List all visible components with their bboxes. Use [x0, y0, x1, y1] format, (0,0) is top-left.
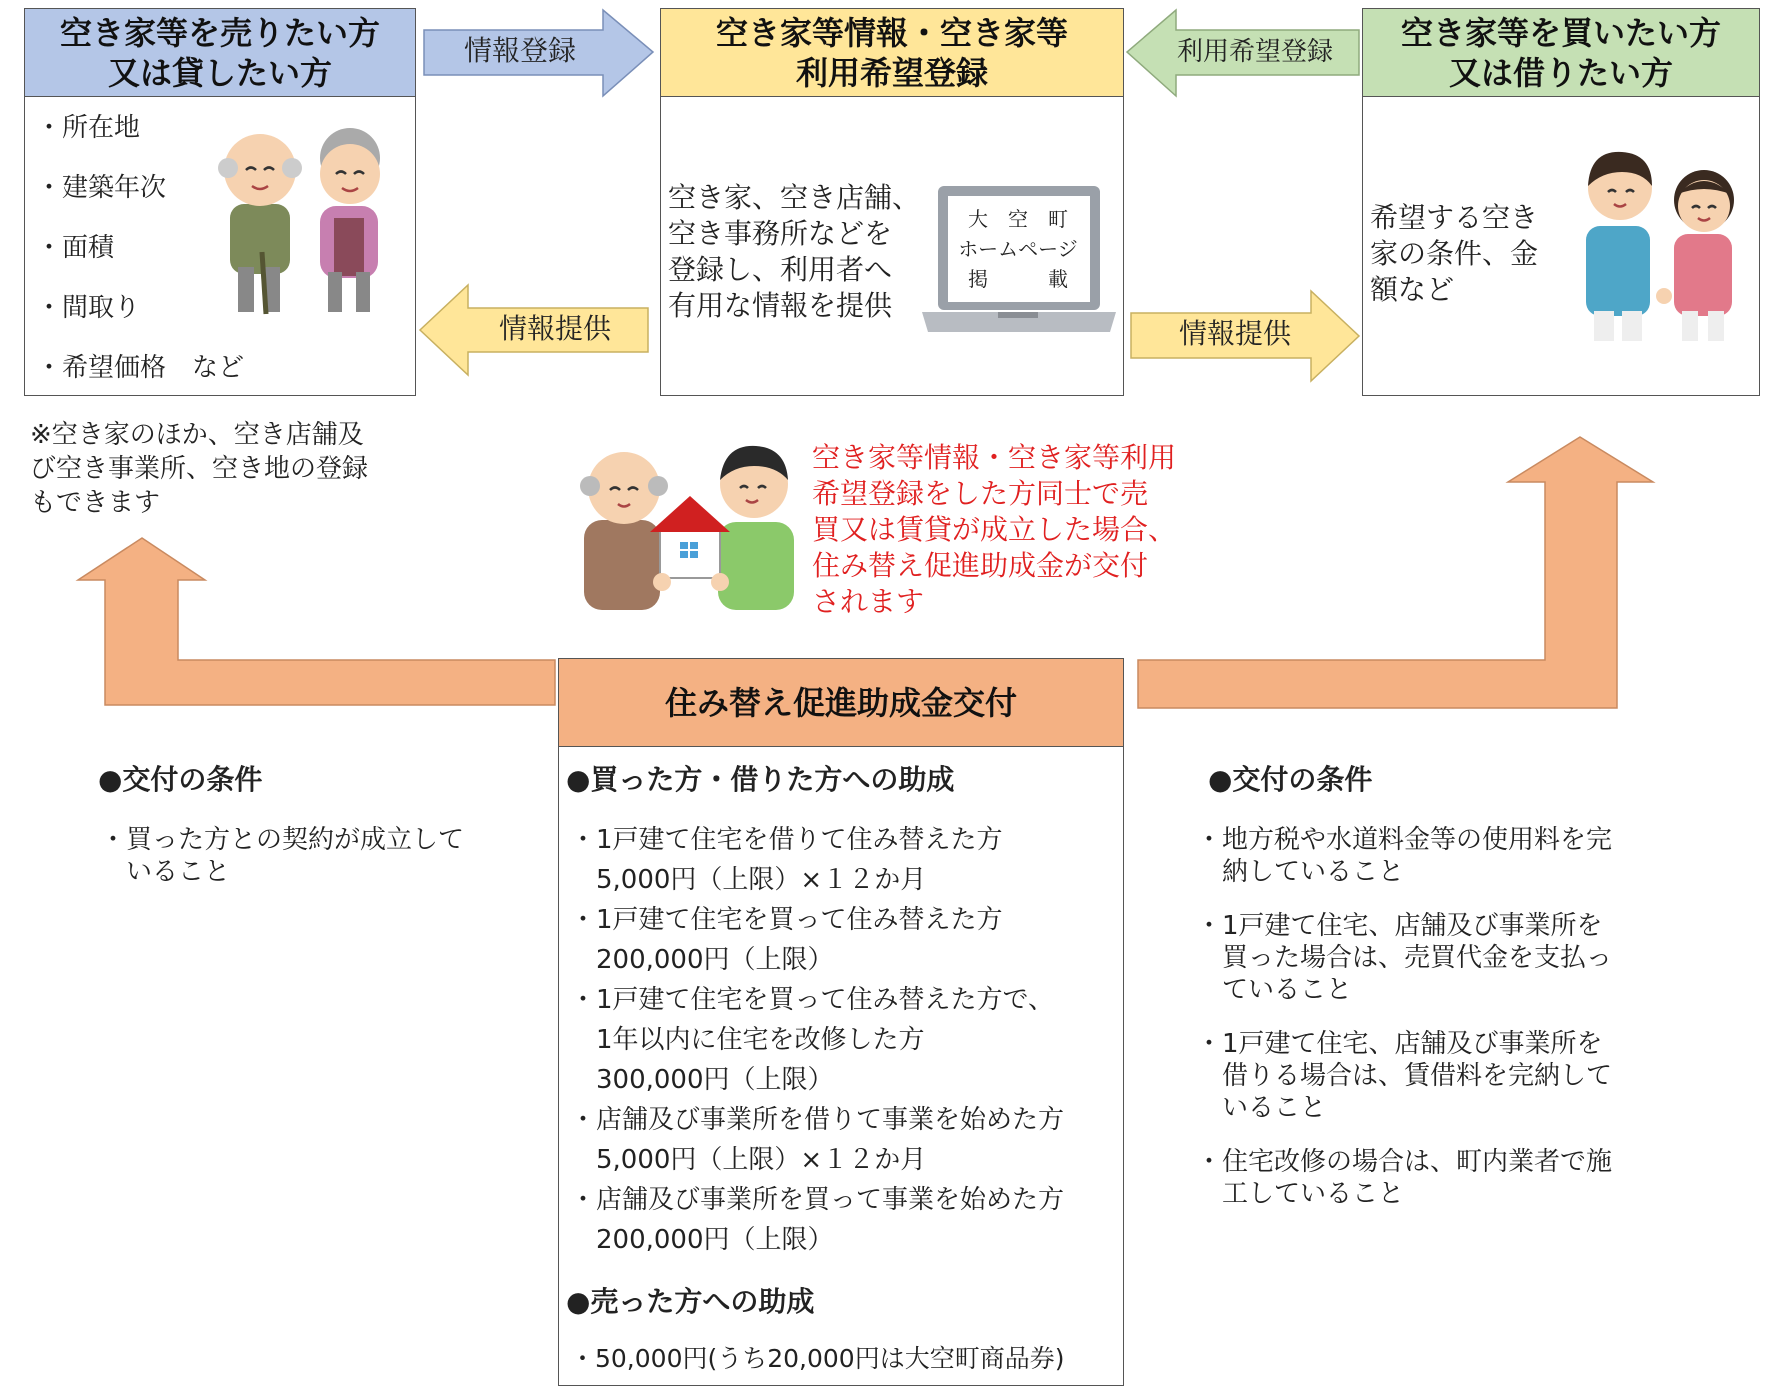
grant-line: 300,000円（上限）: [570, 1065, 834, 1095]
grant-notice: [812, 440, 1182, 620]
seller-grant-item: ・50,000円(うち20,000円は大空町商品券): [570, 1344, 1065, 1373]
buyer-desc-line: 希望する空き: [1370, 201, 1539, 234]
info-provide-right-label: 情報提供: [1178, 317, 1291, 350]
registry-desc-line: 登録し、利用者へ: [668, 253, 893, 286]
seller-item: ・建築年次: [36, 173, 167, 203]
laptop-line: ホームページ: [958, 237, 1078, 261]
seller-note-line: び空き事業所、空き地の登録: [30, 454, 369, 484]
notice-line: されます: [812, 585, 925, 618]
seller-item: ・間取り: [36, 293, 141, 323]
seller-item: ・所在地: [36, 113, 141, 143]
right-conditions-heading: ●交付の条件: [1208, 763, 1373, 796]
buyer-desc-line: 額など: [1370, 273, 1455, 306]
grant-line: 200,000円（上限）: [570, 945, 834, 975]
notice-line: 買又は賃貸が成立した場合、: [812, 513, 1177, 546]
grant-title: 住み替え促進助成金交付: [664, 684, 1017, 722]
buyer-grant-list: [570, 820, 1064, 1260]
laptop-line: 大 空 町: [968, 207, 1068, 231]
left-conditions-list: [100, 824, 464, 888]
grant-line: 5,000円（上限）×１２か月: [570, 865, 927, 895]
info-provide-left-label: 情報提供: [498, 312, 611, 345]
condition-line: ・1戸建て住宅、店舗及び事業所を: [1196, 1029, 1603, 1059]
registry-desc-line: 空き家、空き店舗、: [668, 181, 921, 214]
buyer-description: [1370, 200, 1560, 308]
grant-line: 200,000円（上限）: [570, 1225, 834, 1255]
condition-line: ・買った方との契約が成立して: [100, 825, 465, 855]
grant-header: [558, 658, 1124, 748]
elderly-couple-illustration: [212, 122, 402, 322]
seller-item: ・面積: [36, 233, 115, 263]
grant-line: ・1戸建て住宅を買って住み替えた方: [570, 905, 1003, 935]
condition-line: ・1戸建て住宅、店舗及び事業所を: [1196, 911, 1603, 941]
notice-line: 空き家等情報・空き家等利用: [812, 441, 1177, 474]
condition-line: 買った場合は、売買代金を支払っ: [1196, 943, 1613, 973]
condition-line: いること: [100, 857, 231, 887]
notice-line: 住み替え促進助成金が交付: [812, 549, 1149, 582]
right-conditions-list: [1196, 824, 1612, 1210]
seller-note-line: もできます: [30, 488, 161, 518]
registry-desc-line: 有用な情報を提供: [668, 289, 893, 322]
buyer-title-line1: 空き家等を買いたい方: [1400, 14, 1721, 52]
seller-note-line: ※空き家のほか、空き店舗及: [30, 420, 364, 450]
grant-line: ・店舗及び事業所を買って事業を始めた方: [570, 1185, 1065, 1215]
orange-arrow-left: [78, 538, 555, 705]
orange-arrow-right: [1138, 437, 1653, 708]
young-couple-illustration: [1580, 146, 1750, 346]
buyer-title-line2: 又は借りたい方: [1448, 54, 1673, 92]
grant-line: 1年以内に住宅を改修した方: [570, 1025, 925, 1055]
grant-line: ・1戸建て住宅を買って住み替えた方で、: [570, 985, 1055, 1015]
seller-title-line2: 又は貸したい方: [107, 54, 332, 92]
registry-desc-line: 空き事務所などを: [668, 217, 893, 250]
seller-item: ・希望価格 など: [36, 353, 245, 383]
info-register-label: 情報登録: [463, 34, 576, 67]
buyer-header: [1362, 8, 1760, 98]
seller-header: [24, 8, 416, 98]
condition-line: いること: [1196, 1093, 1327, 1123]
grant-line: 5,000円（上限）×１２か月: [570, 1145, 927, 1175]
condition-line: ・住宅改修の場合は、町内業者で施: [1196, 1147, 1613, 1177]
condition-line: 納していること: [1196, 857, 1405, 887]
condition-line: ・地方税や水道料金等の使用料を完: [1196, 825, 1613, 855]
laptop-line: 掲 載: [968, 267, 1068, 291]
registry-header: [660, 8, 1124, 98]
seller-note: [30, 418, 410, 520]
laptop-screen-text: [958, 204, 1078, 294]
registry-description: [668, 180, 928, 324]
buyer-desc-line: 家の条件、金: [1370, 237, 1539, 270]
condition-line: ていること: [1196, 975, 1353, 1005]
grant-line: ・店舗及び事業所を借りて事業を始めた方: [570, 1105, 1065, 1135]
seller-title-line1: 空き家等を売りたい方: [59, 14, 380, 52]
grant-line: ・1戸建て住宅を借りて住み替えた方: [570, 825, 1003, 855]
buyer-grant-heading: ●買った方・借りた方への助成: [566, 763, 955, 796]
use-register-label: 利用希望登録: [1176, 37, 1333, 67]
registry-title-line1: 空き家等情報・空き家等: [715, 14, 1068, 52]
registry-title-line2: 利用希望登録: [795, 54, 988, 92]
condition-line: 借りる場合は、賃借料を完納して: [1196, 1061, 1613, 1091]
handover-illustration: [580, 440, 800, 615]
condition-line: 工していること: [1196, 1179, 1405, 1209]
seller-grant-heading: ●売った方への助成: [566, 1285, 815, 1318]
left-conditions-heading: ●交付の条件: [98, 763, 263, 796]
notice-line: 希望登録をした方同士で売: [812, 477, 1149, 510]
